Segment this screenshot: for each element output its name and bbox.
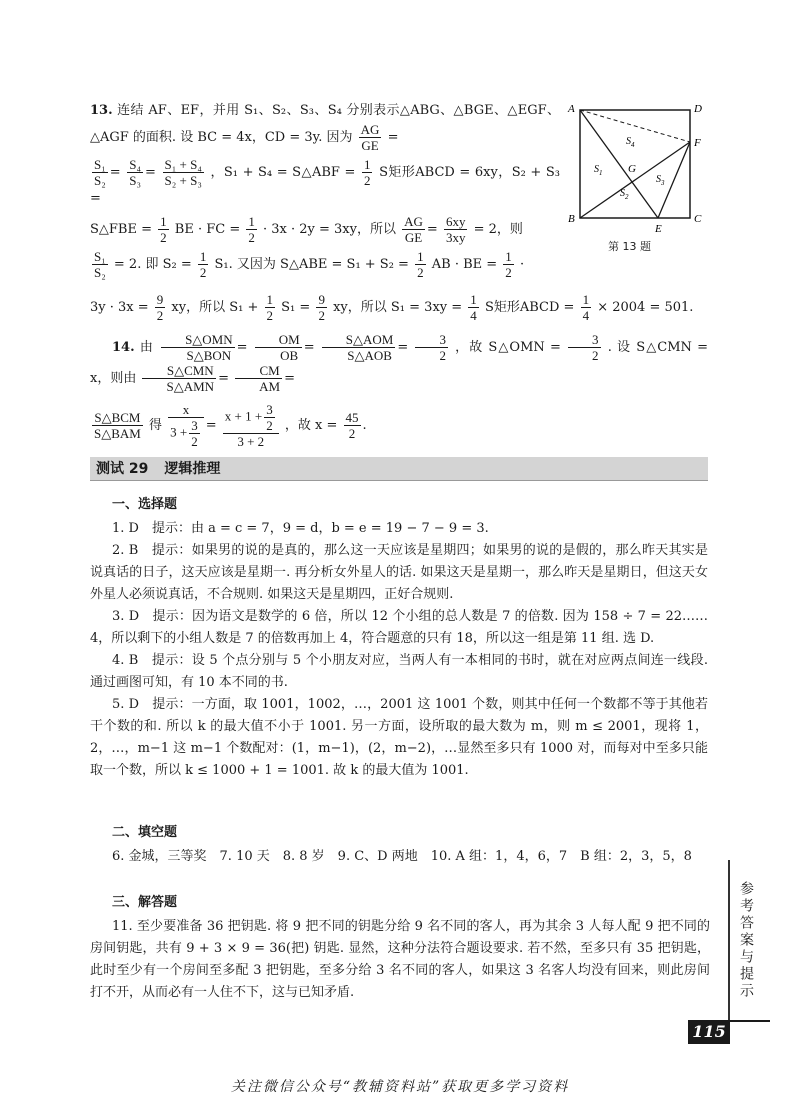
part3-heading: 三、解答题: [112, 895, 178, 910]
q14-number: 14.: [112, 340, 135, 355]
part-choice: [90, 494, 708, 782]
page-number: 115: [688, 1020, 730, 1044]
frac-s1-s2: $\frac{\text{S₁}}{\text{S₂}}$: [94, 157, 106, 188]
answer-11: 11. 至少要准备 36 把钥匙. 将 9 把不同的钥匙分给 9 名不同的客人，再为其余 3 人每人配 9 把不同的房间钥匙，共有 9 + 3 × 9 = 36(把) 钥匙. 显然，这种分法符合题设要求. 若不然，至多只有 35 把钥匙，此时至少有一个房间至多配 3 把钥匙，至多分给 3 名不同的客人，如果这 3 名客人均没有回来，则此房间打不开，从而必有一人住不下，这与已知矛盾.: [90, 919, 710, 1000]
page-rule: [730, 1020, 770, 1022]
fill-answers: 6. 金城，三等奖 7. 10 天 8. 8 岁 9. C、D 两地 10. A 组：1，4，6，7 B 组：2，3，5，8: [112, 849, 692, 864]
q13-text1: 连结 AF、EF，并用 S₁、S₂、S₃、S₄ 分别表示△ABG、△BGE、△EGF、△AGF 的面积. 设 BC = 4x，CD = 3y. 因为: [90, 103, 560, 145]
part-solve: [90, 892, 710, 1004]
figure-caption: 第 13 题: [608, 240, 651, 253]
question-14: 14. 由 $\frac{\text{S△OMN}}{\text{S△BON}}$ = $\frac{OM}{OB}$ = $\frac{\text{S△AOM}}{\text{S△AOB}}$ = $\frac{3}{2}$ ，故 S△OMN = $\frac{3}{2}$ . 设 S△CMN = x，则由 $\frac{\text{S△CMN}}{\text{S△AMN}}$ = $\frac{CM}{AM}$ = $\frac{\text{S△BCM}}{\text{S△BAM}}$ 得 x 3 + $\frac{3}{2}$ = x + 1 + $\frac{3}{2}$ 3 + 2 ，故 x = $\frac{45}{2}$ .: [90, 332, 708, 449]
frac-ag-ge: $\frac{AG}{GE}$: [360, 122, 380, 153]
section-label: 测试 29: [96, 461, 149, 477]
section-title: 逻辑推理: [164, 461, 221, 477]
section-header: [90, 457, 708, 481]
frac-sum: $\frac{\text{S₁ + S₄}}{\text{S₂ + S₃}}$: [164, 157, 202, 188]
answer-3: 3. D 提示：因为语文是数学的 6 倍，所以 12 个小组的总人数是 7 的倍数. 因为 158 ÷ 7 = 22……4，所以剩下的小组人数是 7 的倍数再加上 4，符合题意的只有 18，所以这一组是第 11 组. 选 D.: [90, 609, 708, 646]
label-S2: $S_2$: [620, 188, 629, 201]
answer-5: 5. D 提示：一方面，取 1001，1002，…，2001 这 1001 个数，则其中任何一个数都不等于其他若干个数的和. 所以 k 的最大值不小于 1001. 另一方面，设所取的最大数为 m，则 m ≤ 2001，现将 1，2，…，m−1 这 m−1 个数配对：(1，m−1)，(2，m−2)，…显然至多只有 1000 对，而每对中至多只能取一个数，所以 k ≤ 1000 + 1 = 1001. 故 k 的最大值为 1001.: [90, 697, 708, 778]
label-C: C: [694, 213, 702, 225]
answer-1: 1. D 提示：由 a = c = 7，9 = d，b = e = 19 − 7 − 9 = 3.: [112, 521, 489, 536]
label-S4: $S_4$: [626, 136, 635, 149]
footer-watermark: 关注微信公众号“教辅资料站”获取更多学习资料: [230, 1079, 570, 1095]
question-13: 13. 连结 AF、EF，并用 S₁、S₂、S₃、S₄ 分别表示△ABG、△BGE、△EGF、△AGF 的面积. 设 BC = 4x，CD = 3y. 因为 $\frac{AG}{GE}$ = $\frac{\text{S₁}}{\text{S₂}}$ = $\frac{\text{S₄}}{\text{S₃}}$ = $\frac{\text{S₁ + S₄}}{\text{S₂ + S₃}}$ ，S₁ + S₄ = S△ABF = $\frac{1}{2}$ S矩形ABCD = 6xy，S₂ + S₃ = S△FBE = $\frac{1}{2}$ BE · FC = $\frac{1}{2}$ · 3x · 2y = 3xy，所以 $\frac{AG}{GE}$ = $\frac{6xy}{3xy}$ = 2，则 $\frac{\text{S₁}}{\text{S₂}}$ = 2. 即 S₂ = $\frac{1}{2}$ S₁. 又因为 S△ABE = S₁ + S₂ = $\frac{1}{2}$ AB · BE = $\frac{1}{2}$ ·: [90, 103, 560, 280]
part1-heading: 一、选择题: [112, 497, 178, 512]
side-tab-label: 参考答案与提示: [738, 880, 754, 1000]
side-tab: [728, 860, 762, 1022]
q13-number: 13.: [90, 103, 113, 118]
part-fill: [90, 822, 708, 868]
label-F: F: [694, 137, 701, 149]
answer-2: 2. B 提示：如果男的说的是真的，那么这一天应该是星期四；如果男的说的是假的，那么昨天其实是说真话的日子，这天应该是星期一. 再分析女外星人的话. 如果这天是星期一，那么昨天是星期日，但这天女外星人必须说真话，不合规则. 如果这天是星期四，正好合规则.: [90, 543, 708, 602]
label-E: E: [655, 223, 662, 235]
label-A: A: [568, 103, 575, 115]
question-13-tail: 3y · 3x = $\frac{9}{2}$ xy，所以 S₁ + $\frac{1}{2}$ S₁ = $\frac{9}{2}$ xy，所以 S₁ = 3xy = $\frac{1}{4}$ S矩形ABCD = $\frac{1}{4}$ × 2004 = 501.: [90, 292, 694, 323]
label-S3: $S_3$: [656, 174, 665, 187]
label-S1: $S_1$: [594, 164, 603, 177]
part2-heading: 二、填空题: [112, 825, 178, 840]
frac-s4-s3: $\frac{\text{S₄}}{\text{S₃}}$: [129, 157, 142, 188]
label-B: B: [568, 213, 575, 225]
label-D: D: [694, 103, 702, 115]
answer-4: 4. B 提示：设 5 个点分别与 5 个小朋友对应，当两人有一本相同的书时，就在对应两点间连一线段. 通过画图可知，有 10 本不同的书.: [90, 653, 708, 690]
label-G: G: [628, 163, 636, 175]
frac-half: $\frac{1}{2}$: [363, 157, 371, 188]
